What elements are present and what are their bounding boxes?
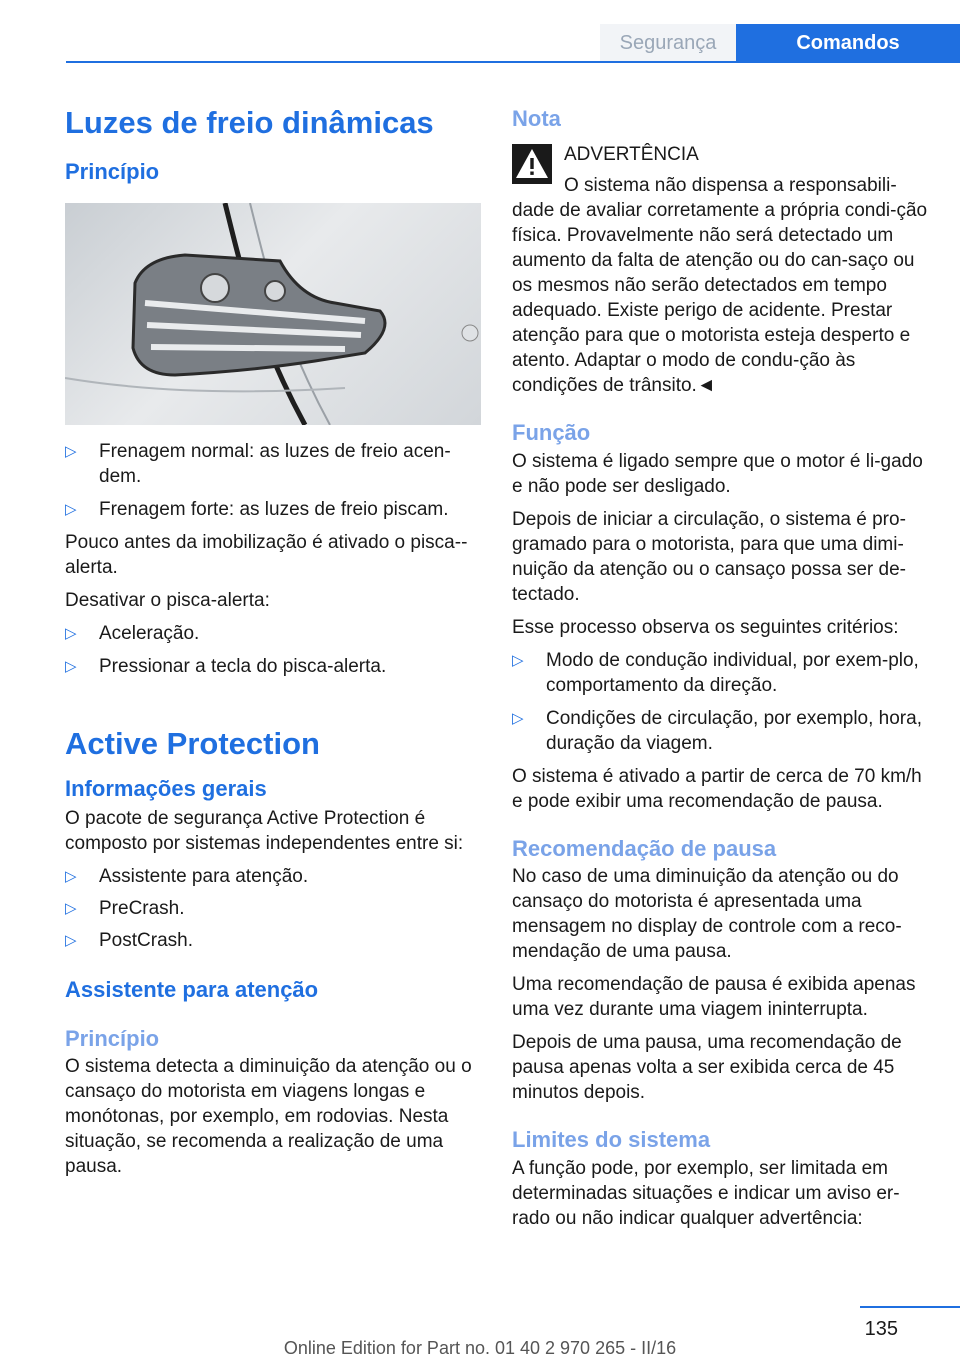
list-item (65, 864, 481, 889)
warning-block (512, 142, 930, 198)
paragraph: Uma recomendação de pausa é exibida apenas uma vez durante uma viagem ininterrupta. (512, 974, 916, 1021)
systems-list (65, 864, 481, 953)
bullet-triangle-icon: ▷ (65, 900, 77, 918)
list-item (65, 896, 481, 921)
warning-text: dade de avaliar corretamente a própria condi-ção física. Provavelmente não será detectado um aumento da falta de atenção ou do can-saço ou os mesmos não serão detectados em tempo adequado. Existe perigo de acidente. Prestar atenção para que o motorista esteja desperto e atento. Adaptar o modo de condu-ção às condições de trânsito.◄ (512, 200, 928, 397)
list-item-text: Aceleração. (99, 622, 200, 644)
section-heading: Informações gerais (65, 775, 267, 801)
tail-light-illustration (65, 203, 481, 425)
list-item-text: PostCrash. (99, 930, 193, 952)
list-item (65, 439, 481, 489)
paragraph: Depois de uma pausa, uma recomendação de pausa apenas volta a ser exibida cerca de 45 minutos depois. (512, 1032, 902, 1104)
warning-title: ADVERTÊNCIA (564, 144, 699, 166)
paragraph: O sistema é ativado a partir de cerca de 70 km/h e pode exibir uma recomendação de pausa. (512, 765, 922, 812)
subsection-heading: Princípio (65, 1025, 160, 1051)
bullet-triangle-icon: ▷ (512, 651, 524, 669)
subsection-heading: Função (512, 420, 591, 446)
section-heading: Assistente para atenção (65, 977, 319, 1003)
bullet-triangle-icon: ▷ (65, 442, 77, 460)
paragraph: Esse processo observa os seguintes critérios: (512, 616, 899, 638)
subsection-heading: Limites do sistema (512, 1127, 711, 1153)
bullet-triangle-icon: ▷ (65, 657, 77, 675)
hazard-list (65, 621, 481, 679)
tab-seguranca[interactable]: Segurança (600, 24, 736, 62)
list-item (65, 928, 481, 953)
paragraph: O pacote de segurança Active Protection é composto por sistemas independentes entre si: (65, 808, 464, 855)
paragraph: O sistema detecta a diminuição da atenção ou o cansaço do motorista em viagens longas e monótonas, por exemplo, em rodovias. Nesta situação, se recomenda a realização de uma pausa. (65, 1055, 472, 1177)
bullet-triangle-icon: ▷ (65, 932, 77, 950)
criteria-list (512, 648, 930, 756)
header-tabs (600, 24, 960, 62)
list-item (512, 648, 930, 698)
list-item-text: Frenagem forte: as luzes de freio piscam. (99, 498, 449, 520)
tail-light-icon (65, 203, 481, 425)
paragraph: Depois de iniciar a circulação, o sistema é pro-gramado para o motorista, para que uma dimi-nuição da atenção ou o cansaço possa ser de-tectado. (512, 508, 906, 605)
edition-footer: Online Edition for Part no. 01 40 2 970 265 - II/16 (283, 1338, 677, 1358)
braking-list (65, 439, 481, 522)
list-item-text: Frenagem normal: as luzes de freio acen-dem. (99, 440, 451, 487)
page-title: Luzes de freio dinâmicas (65, 105, 434, 140)
list-item (65, 621, 481, 646)
bullet-triangle-icon: ▷ (65, 868, 77, 886)
section-heading: Princípio (65, 159, 160, 185)
paragraph: Desativar o pisca-alerta: (65, 589, 270, 611)
list-item-text: Assistente para atenção. (99, 866, 309, 888)
list-item-text: PreCrash. (99, 898, 185, 920)
paragraph: Pouco antes da imobilização é ativado o pisca--alerta. (65, 531, 468, 578)
list-item (512, 706, 930, 756)
left-column (65, 96, 481, 1179)
warning-triangle-icon (512, 144, 552, 184)
paragraph: No caso de uma diminuição da atenção ou do cansaço do motorista é apresentada uma mensagem no display de controle com a reco-mendação de uma pausa. (512, 866, 902, 963)
tab-comandos[interactable]: Comandos (736, 24, 960, 62)
list-item-text: Pressionar a tecla do pisca-alerta. (99, 655, 387, 677)
bullet-triangle-icon: ▷ (512, 709, 524, 727)
warning-line: O sistema não dispensa a responsabili- (564, 175, 897, 197)
list-item (65, 654, 481, 679)
bullet-triangle-icon: ▷ (65, 624, 77, 642)
section-title: Active Protection (65, 725, 320, 761)
warning-head (564, 142, 897, 198)
paragraph: O sistema é ligado sempre que o motor é li-gado e não pode ser desligado. (512, 450, 923, 497)
list-item-text: Modo de condução individual, por exem-plo, comportamento da direção. (546, 649, 919, 696)
subsection-heading: Recomendação de pausa (512, 835, 777, 861)
page-number: 135 (864, 1318, 898, 1340)
list-item-text: Condições de circulação, por exemplo, hora, duração da viagem. (546, 707, 922, 754)
header-rule (66, 61, 960, 63)
note-heading: Nota (512, 106, 561, 131)
paragraph: A função pode, por exemplo, ser limitada em determinadas situações e indicar um aviso er-rado ou não indicar qualquer advertência: (512, 1157, 900, 1229)
right-column (512, 96, 930, 1231)
footer-rule (860, 1306, 960, 1308)
list-item (65, 497, 481, 522)
bullet-triangle-icon: ▷ (65, 500, 77, 518)
